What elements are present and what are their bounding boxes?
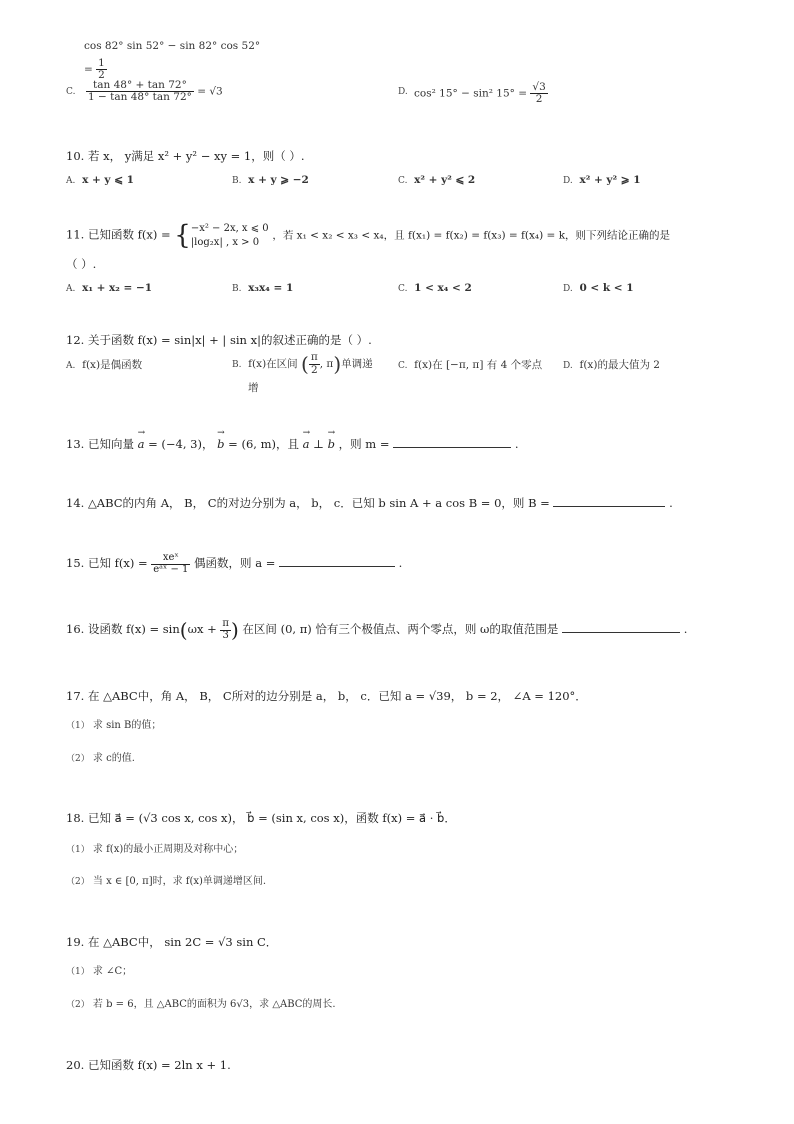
- q10-option-c-label: C.: [398, 176, 408, 186]
- q9-option-c: [86, 80, 223, 103]
- q12-option-b-tail: 单调递: [341, 358, 373, 370]
- q15-answer-blank[interactable]: [279, 556, 395, 567]
- q10-option-d-text: x² + y² ⩾ 1: [579, 174, 641, 186]
- q11-stem-line2: （ ）.: [66, 257, 97, 271]
- q18-part-2-text: 当 x ∈ [0, π]时，求 f(x)单调递增区间.: [92, 876, 267, 887]
- q14-stem: [66, 495, 673, 511]
- q12-option-b-lparen: (: [301, 352, 309, 376]
- q12-option-a-label: A.: [66, 361, 76, 371]
- q10-option-a: [66, 174, 134, 186]
- q15-post: 偶函数，则 a =: [194, 556, 276, 570]
- q17-part-1-num: （1）: [66, 721, 90, 731]
- q19-part-2-num: （2）: [66, 1000, 90, 1010]
- q15-num: xeˣ: [151, 553, 190, 565]
- q15-pre: 15. 已知 f(x) =: [66, 556, 148, 570]
- q11-piece-1: −x² − 2x, x ⩽ 0: [190, 223, 269, 234]
- q11-option-b: [232, 282, 293, 294]
- q11-stem-prefix: 11. 已知函数 f(x) =: [66, 227, 171, 242]
- q10-stem: 10. 若 x， y满足 x² + y² − xy = 1，则（ ）.: [66, 149, 305, 163]
- q17-part-2: [66, 749, 135, 764]
- q9-expression-line1: cos 82° sin 52° − sin 82° cos 52°: [84, 40, 261, 52]
- q11-piece-2: |log₂x| , x > 0: [190, 236, 260, 248]
- q9-equals: =: [84, 63, 93, 76]
- q12-option-a-text: f(x)是偶函数: [82, 359, 143, 371]
- q10-option-d-label: D.: [563, 176, 573, 186]
- q9-frac-den: 2: [98, 69, 105, 82]
- vector-a: → a: [138, 437, 145, 451]
- q11-option-d-label: D.: [563, 284, 573, 294]
- q12-option-b-num: π: [310, 351, 318, 364]
- q11-option-a-text: x₁ + x₂ = −1: [82, 282, 153, 294]
- q13-stem: [66, 436, 518, 452]
- q16-answer-blank[interactable]: [562, 622, 680, 633]
- q9-option-d-label: D.: [398, 87, 408, 97]
- q16-end: .: [683, 622, 688, 636]
- q13-end: .: [514, 437, 519, 451]
- q19-part-2-text: 若 b = 6，且 △ABC的面积为 6√3，求 △ABC的周长.: [92, 999, 336, 1010]
- q11-option-b-label: B.: [232, 284, 242, 294]
- q20-stem: 20. 已知函数 f(x) = 2ln x + 1.: [66, 1058, 231, 1072]
- q14-answer-blank[interactable]: [553, 496, 665, 507]
- q16-stem: [66, 618, 687, 642]
- q12-option-c-text: f(x)在 [−π, π] 有 4 个零点: [414, 359, 543, 371]
- q15-den: eᵃˣ − 1: [153, 563, 189, 575]
- q9-option-d: [414, 82, 548, 105]
- q19-part-2: [66, 995, 336, 1010]
- q18-part-1-text: 求 f(x)的最小正周期及对称中心；: [92, 844, 244, 855]
- q18-part-2: [66, 872, 266, 887]
- q16-inner-pre: ωx +: [187, 622, 217, 636]
- q12-option-b-den: 2: [310, 363, 318, 376]
- q12-option-b-rparen: ): [333, 352, 342, 376]
- q13-b-value: = (6, m)，且: [228, 437, 299, 451]
- q11-option-a: [66, 282, 152, 294]
- q12-option-b-line2: 增: [248, 382, 259, 394]
- q9-option-d-expr: cos² 15° − sin² 15° =: [414, 87, 528, 100]
- q15-stem: [66, 553, 402, 575]
- q18-stem: 18. 已知 a⃗ = (√3 cos x, cos x)， b⃗ = (sin x, cos x)，函数 f(x) = a⃗ · b⃗．: [66, 811, 456, 825]
- vector-b-perp: → b: [328, 437, 335, 451]
- q18-part-2-num: （2）: [66, 877, 90, 887]
- q11-stem-suffix: ，若 x₁ < x₂ < x₃ < x₄，且 f(x₁) = f(x₂) = f(x₃) = f(x₄) = k，则下列结论正确的是: [272, 229, 671, 242]
- q15-fraction: [151, 553, 190, 575]
- q9-option-d-fraction: [530, 82, 547, 105]
- q11-option-d: [563, 282, 634, 294]
- q11-option-d-text: 0 < k < 1: [579, 282, 634, 294]
- q10-option-a-label: A.: [66, 176, 76, 186]
- q16-fraction: [220, 619, 231, 641]
- q10-option-b-label: B.: [232, 176, 242, 186]
- q9-option-d-num: √3: [532, 81, 546, 93]
- q10-option-c: [398, 174, 475, 186]
- q11-piecewise: [191, 222, 269, 249]
- q10-option-b-text: x + y ⩾ −2: [248, 174, 309, 186]
- q9-option-c-num: tan 48° + tan 72°: [86, 80, 194, 92]
- q14-text: 14. △ABC的内角 A， B， C的对边分别为 a， b， c．已知 b sin A + a cos B = 0，则 B =: [66, 496, 550, 510]
- q12-stem: 12. 关于函数 f(x) = sin|x| + | sin x|的叙述正确的是（ ）.: [66, 333, 372, 347]
- q18-part-1: [66, 840, 243, 855]
- q17-part-2-num: （2）: [66, 754, 90, 764]
- q9-fraction: [96, 58, 107, 81]
- q12-option-d-label: D.: [563, 361, 573, 371]
- vector-b: → b: [217, 437, 224, 451]
- q11-brace: {: [174, 220, 191, 251]
- q19-part-1-num: （1）: [66, 967, 90, 977]
- q16-pre: 16. 设函数 f(x) = sin: [66, 622, 180, 636]
- q18-part-1-num: （1）: [66, 845, 90, 855]
- q9-option-d-den: 2: [535, 93, 543, 106]
- q14-end: .: [669, 496, 673, 510]
- q9-option-c-label: C.: [66, 87, 76, 97]
- q12-option-b-label: B.: [232, 360, 242, 370]
- q12-option-c-label: C.: [398, 361, 408, 371]
- q13-a-value: = (−4, 3)，: [148, 437, 214, 451]
- q10-option-b: [232, 174, 309, 186]
- q11-option-c-text: 1 < x₄ < 2: [414, 282, 472, 294]
- q17-part-1-text: 求 sin B的值；: [92, 720, 162, 731]
- q12-option-a: [66, 357, 142, 372]
- q11-option-c-label: C.: [398, 284, 408, 294]
- q12-option-d-text: f(x)的最大值为 2: [579, 359, 660, 371]
- vector-a-perp: → a: [303, 437, 310, 451]
- q13-pre: 13. 已知向量: [66, 437, 134, 451]
- q16-post: 在区间 (0, π) 恰有三个极值点、两个零点，则 ω的取值范围是: [242, 622, 559, 636]
- q16-den: 3: [222, 629, 229, 641]
- q15-end: .: [398, 556, 403, 570]
- q12-option-d: [563, 357, 660, 372]
- q9-expression-value: [84, 58, 107, 81]
- q10-option-a-text: x + y ⩽ 1: [82, 174, 134, 186]
- q16-lparen: (: [179, 618, 188, 642]
- q12-option-b-post: , π: [319, 358, 334, 370]
- q9-option-c-rhs: = √3: [197, 85, 223, 98]
- q9-option-c-den: 1 − tan 48° tan 72°: [88, 91, 192, 104]
- q11-stem: [66, 222, 670, 249]
- q19-part-1-text: 求 ∠C；: [92, 966, 133, 977]
- q10-option-c-text: x² + y² ⩽ 2: [414, 174, 476, 186]
- q11-option-b-text: x₃x₄ = 1: [248, 282, 294, 294]
- q17-part-1: [66, 716, 161, 731]
- q19-stem: 19. 在 △ABC中， sin 2C = √3 sin C．: [66, 935, 278, 949]
- q12-option-b-fraction: [309, 352, 320, 375]
- q13-post: ，则 m =: [338, 437, 390, 451]
- q13-answer-blank[interactable]: [393, 437, 511, 448]
- q11-option-c: [398, 282, 472, 294]
- q16-num: π: [222, 618, 229, 629]
- q10-option-d: [563, 174, 641, 186]
- q12-option-b: [232, 352, 373, 376]
- q12-option-b-pre: f(x)在区间: [248, 358, 298, 370]
- q17-stem: 17. 在 △ABC中，角 A， B， C所对的边分别是 a， b， c．已知 a = √39， b = 2， ∠A = 120°．: [66, 689, 587, 703]
- q12-option-c: [398, 357, 542, 372]
- q19-part-1: [66, 962, 132, 977]
- q9-option-c-fraction: [86, 80, 194, 103]
- q17-part-2-text: 求 c的值.: [92, 753, 135, 764]
- q16-rparen: ): [230, 618, 239, 642]
- perp-symbol: ⊥: [313, 437, 324, 451]
- q11-option-a-label: A.: [66, 284, 76, 294]
- q9-frac-num: 1: [98, 57, 105, 69]
